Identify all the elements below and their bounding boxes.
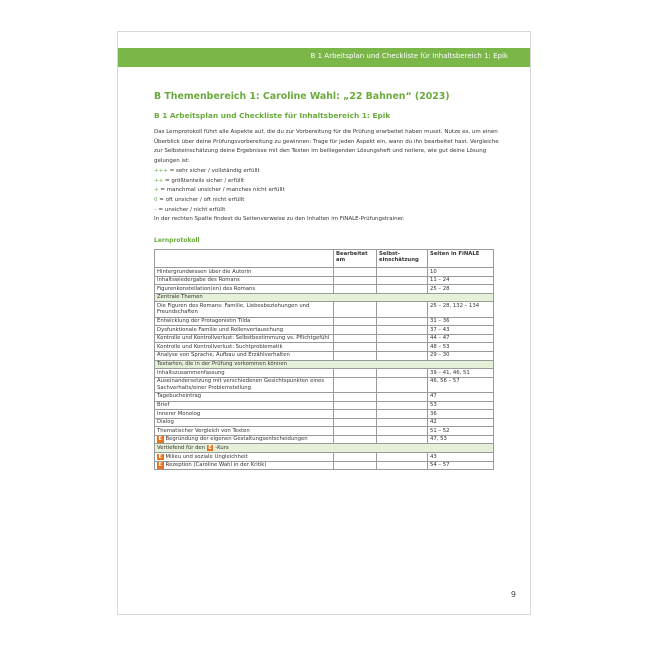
page-number: 9	[510, 590, 516, 599]
legend-item	[154, 186, 504, 196]
pages-cell: 51 – 52	[428, 427, 494, 436]
date-cell[interactable]	[334, 435, 377, 444]
topic-cell	[155, 317, 334, 326]
e-course-badge: E	[208, 444, 212, 451]
topic-cell	[155, 435, 334, 444]
topic-cell	[155, 410, 334, 419]
pages-cell: 53	[428, 401, 494, 410]
table-row	[155, 418, 494, 427]
header-cell-self-assessment: Selbst-einschätzung	[377, 250, 428, 268]
date-cell[interactable]	[334, 343, 377, 352]
header-cell-topic	[155, 250, 334, 268]
legend-symbol: +++	[154, 167, 168, 174]
table-row	[155, 392, 494, 401]
pages-cell: 37 – 43	[428, 326, 494, 335]
table-row	[155, 427, 494, 436]
self-assessment-cell[interactable]	[377, 334, 428, 343]
legend-text: = größtenteils sicher / erfüllt	[163, 177, 245, 184]
pages-cell: 25 – 28	[428, 285, 494, 294]
date-cell[interactable]	[334, 285, 377, 294]
section-cell	[155, 360, 494, 369]
table-row	[155, 343, 494, 352]
legend-text: = oft unsicher / oft nicht erfüllt	[157, 196, 245, 203]
topic-label: Figurenkonstellation(en) des Romans	[157, 285, 256, 292]
topic-cell	[155, 401, 334, 410]
topic-label: Thematischer Vergleich von Texten	[157, 427, 250, 434]
self-assessment-cell[interactable]	[377, 326, 428, 335]
date-cell[interactable]	[334, 392, 377, 401]
table-row	[155, 401, 494, 410]
topic-label: Kontrolle und Kontrollverlust: Suchtproblematik	[157, 343, 283, 350]
self-assessment-cell[interactable]	[377, 418, 428, 427]
legend-text: = sehr sicher / vollständig erfüllt	[167, 167, 260, 174]
self-assessment-cell[interactable]	[377, 410, 428, 419]
e-course-badge: E	[158, 462, 162, 469]
date-cell[interactable]	[334, 317, 377, 326]
table-row	[155, 334, 494, 343]
topic-label: Entwicklung der Protagonistin Tilda	[157, 318, 251, 325]
self-assessment-cell[interactable]	[377, 351, 428, 360]
table-row	[155, 285, 494, 294]
self-assessment-cell[interactable]	[377, 268, 428, 277]
topic-label: Begründung der eigenen Gestaltungsentscheidungen	[165, 436, 308, 443]
table-row	[155, 351, 494, 360]
table-row	[155, 453, 494, 462]
topic-label: Tagebucheintrag	[157, 393, 202, 400]
date-cell[interactable]	[334, 461, 377, 470]
topic-label: Rezeption (Caroline Wahl in der Kritik)	[165, 462, 267, 469]
topic-cell	[155, 351, 334, 360]
table-row	[155, 369, 494, 378]
pages-cell: 42	[428, 418, 494, 427]
topic-cell	[155, 453, 334, 462]
topic-cell	[155, 461, 334, 470]
table-header-row	[155, 250, 494, 268]
topic-cell	[155, 302, 334, 317]
date-cell[interactable]	[334, 351, 377, 360]
topic-cell	[155, 377, 334, 392]
legend-symbol: –	[154, 206, 157, 213]
legend-item	[154, 177, 504, 187]
self-assessment-cell[interactable]	[377, 377, 428, 392]
self-assessment-cell[interactable]	[377, 435, 428, 444]
legend-symbol: ++	[154, 177, 164, 184]
topic-label: Hintergrundwissen über die Autorin	[157, 268, 252, 275]
pages-cell: 39 – 41, 46, 51	[428, 369, 494, 378]
lernprotokoll-label: Lernprotokoll	[154, 237, 200, 244]
topic-label: Innerer Monolog	[157, 410, 201, 417]
legend-item	[154, 167, 504, 177]
pages-cell: 43	[428, 453, 494, 462]
header-bar	[118, 48, 530, 67]
pages-cell: 46, 56 – 57	[428, 377, 494, 392]
table-row	[155, 377, 494, 392]
legend-symbol: +	[154, 187, 159, 194]
pages-cell: 54 – 57	[428, 461, 494, 470]
topic-label: Die Figuren des Romans: Familie, Liebesbeziehungen und Freundschaften	[157, 302, 310, 316]
pages-cell: 47	[428, 392, 494, 401]
pages-cell: 25 – 28, 132 – 134	[428, 302, 494, 317]
table-row	[155, 302, 494, 317]
pages-cell: 29 – 30	[428, 351, 494, 360]
topic-cell	[155, 326, 334, 335]
legend-text: = manchmal unsicher / manches nicht erfüllt	[158, 187, 285, 194]
self-assessment-cell[interactable]	[377, 317, 428, 326]
self-assessment-cell[interactable]	[377, 302, 428, 317]
topic-cell	[155, 369, 334, 378]
lernprotokoll-table	[154, 249, 494, 470]
table-row	[155, 268, 494, 277]
date-cell[interactable]	[334, 276, 377, 285]
self-assessment-cell[interactable]	[377, 276, 428, 285]
topic-label: Auseinandersetzung mit verschiedenen Gesichtspunkten eines Sachverhalts/einer Problemstellung	[157, 378, 325, 391]
date-cell[interactable]	[334, 369, 377, 378]
date-cell[interactable]	[334, 410, 377, 419]
topic-label: Kontrolle und Kontrollverlust: Selbstbestimmung vs. Pflichtgefühl	[157, 335, 330, 342]
date-cell[interactable]	[334, 326, 377, 335]
self-assessment-cell[interactable]	[377, 343, 428, 352]
legend-text: = unsicher / nicht erfüllt	[156, 206, 226, 213]
table-row	[155, 276, 494, 285]
topic-cell	[155, 276, 334, 285]
topic-cell	[155, 343, 334, 352]
intro-text	[154, 128, 504, 225]
header-cell-date: Bearbeitet am	[334, 250, 377, 268]
date-cell[interactable]	[334, 401, 377, 410]
table-section-row	[155, 444, 494, 453]
e-course-badge: E	[158, 436, 162, 443]
topic-label: Dialog	[157, 419, 174, 426]
self-assessment-cell[interactable]	[377, 392, 428, 401]
table-row	[155, 326, 494, 335]
self-assessment-cell[interactable]	[377, 401, 428, 410]
legend-item	[154, 196, 504, 206]
e-course-badge: E	[158, 453, 162, 460]
table-row	[155, 461, 494, 470]
intro-paragraph: Das Lernprotokoll führt alle Aspekte auf, die du zur Vorbereitung für die Prüfung erarbeitet haben musst. Nutze es, um einen Überblick über deine Prüfungsvorbereitung zu gewinnen: Trage für jeden Aspekt ein, wann du ihn bearbeitet hast. Vergleiche zur Selbsteinschätzung deine Ergebnisse mit den Texten im beiliegenden Lösungsheft und notiere, wie gut deine Lösung gelungen ist:	[154, 129, 499, 165]
pages-cell: 48 – 53	[428, 343, 494, 352]
topic-cell	[155, 268, 334, 277]
topic-cell	[155, 392, 334, 401]
section-label: Vertiefend für den	[157, 444, 206, 451]
pages-cell: 47, 53	[428, 435, 494, 444]
date-cell[interactable]	[334, 418, 377, 427]
legend-item	[154, 206, 504, 216]
header-cell-pages: Seiten in FiNALE	[428, 250, 494, 268]
topic-cell	[155, 334, 334, 343]
section-cell	[155, 444, 494, 453]
topic-cell	[155, 418, 334, 427]
pages-cell: 44 – 47	[428, 334, 494, 343]
pages-cell: 11 – 24	[428, 276, 494, 285]
topic-label: Brief	[157, 402, 170, 408]
section-label: Zentrale Themen	[157, 294, 203, 301]
chapter-title: B Themenbereich 1: Caroline Wahl: „22 Bahnen“ (2023)	[154, 91, 450, 102]
table-row	[155, 317, 494, 326]
self-assessment-cell[interactable]	[377, 461, 428, 470]
rating-legend	[154, 167, 504, 216]
table-section-row	[155, 293, 494, 302]
self-assessment-cell[interactable]	[377, 453, 428, 462]
table-row	[155, 435, 494, 444]
pages-cell: 31 – 36	[428, 317, 494, 326]
table-section-row	[155, 360, 494, 369]
topic-label: Milieu und soziale Ungleichheit	[165, 453, 248, 460]
header-bar-text: B 1 Arbeitsplan und Checkliste für Inhaltsbereich 1: Epik	[310, 52, 508, 60]
date-cell[interactable]	[334, 453, 377, 462]
section-label-suffix: -Kurs	[215, 444, 229, 451]
topic-label: Inhaltszusammenfassung	[157, 369, 225, 376]
pages-cell: 10	[428, 268, 494, 277]
document-page	[117, 31, 531, 615]
self-assessment-cell[interactable]	[377, 285, 428, 294]
legend-symbol: 0	[154, 196, 158, 203]
intro-paragraph-2: In der rechten Spalte findest du Seitenverweise zu den Inhalten im FiNALE-Prüfungstrainer.	[154, 216, 405, 223]
topic-cell	[155, 285, 334, 294]
section-cell	[155, 293, 494, 302]
date-cell[interactable]	[334, 268, 377, 277]
date-cell[interactable]	[334, 427, 377, 436]
date-cell[interactable]	[334, 377, 377, 392]
table-row	[155, 410, 494, 419]
topic-cell	[155, 427, 334, 436]
section-label: Textarten, die in der Prüfung vorkommen können	[157, 361, 287, 368]
section-subtitle: B 1 Arbeitsplan und Checkliste für Inhaltsbereich 1: Epik	[154, 111, 391, 120]
self-assessment-cell[interactable]	[377, 427, 428, 436]
date-cell[interactable]	[334, 334, 377, 343]
topic-label: Dysfunktionale Familie und Rollenvertauschung	[157, 326, 284, 333]
topic-label: Inhaltswiedergabe des Romans	[157, 277, 240, 284]
date-cell[interactable]	[334, 302, 377, 317]
self-assessment-cell[interactable]	[377, 369, 428, 378]
pages-cell: 36	[428, 410, 494, 419]
topic-label: Analyse von Sprache, Aufbau und Erzählverhalten	[157, 352, 290, 359]
